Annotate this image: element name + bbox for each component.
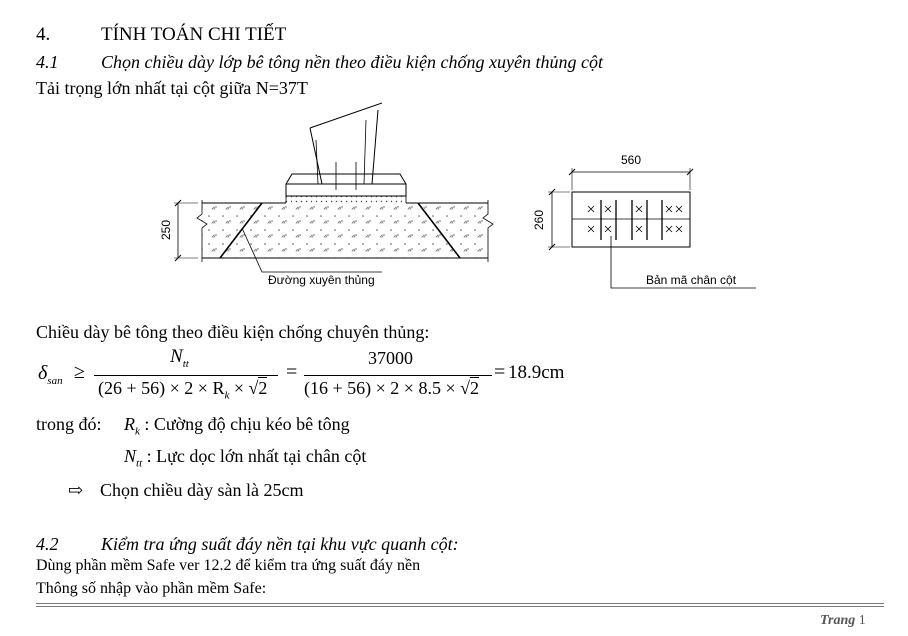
- fraction2-bar: [304, 375, 492, 376]
- section-4-1-number: 4.1: [36, 52, 59, 72]
- choose-text: Chọn chiều dày sàn là 25cm: [100, 480, 304, 500]
- dim-250-label: 250: [159, 219, 173, 241]
- footer-page: Trang 1: [820, 613, 866, 628]
- plate-label: Bản mã chân cột: [646, 273, 737, 287]
- section-4-title: TÍNH TOÁN CHI TIẾT: [101, 24, 287, 45]
- fraction1-bar: [94, 375, 278, 376]
- delta-symbol: $\delta_{san}$: [38, 362, 63, 387]
- section-4-2-number: 4.2: [36, 534, 59, 554]
- equals-2: =: [494, 361, 506, 383]
- where-label: trong đó:: [36, 414, 102, 434]
- fraction1-denominator: $(26 + 56) \times 2 \times R_k \times √2$: [98, 378, 268, 402]
- punch-line-label: Đường xuyên thủng: [268, 273, 375, 287]
- section-4-2-title: Kiểm tra ứng suất đáy nền tại khu vực quanh cột:: [101, 534, 459, 554]
- section-4-1-title: Chọn chiều dày lớp bê tông nền theo điều kiện chống xuyên thủng cột: [101, 52, 603, 72]
- base-plate-plan: [532, 153, 756, 288]
- safe-params-line: Thông số nhập vào phần mềm Safe:: [36, 580, 267, 597]
- equals-1: =: [286, 361, 298, 383]
- ntt-line: $N_{tt}$ : Lực dọc lớn nhất tại chân cột: [124, 446, 367, 470]
- load-line: Tải trọng lớn nhất tại cột giữa N=37T: [36, 78, 308, 98]
- rk-line: $R_k$ : Cường độ chịu kéo bê tông: [124, 414, 350, 438]
- fraction1-numerator: $N_{tt}$: [170, 346, 189, 370]
- fraction2-denominator: (16 + 56) × 2 × 8.5 × √2: [304, 378, 479, 398]
- dim-560-label: 560: [620, 153, 642, 167]
- safe-line: Dùng phần mềm Safe ver 12.2 để kiểm tra ứng suất đáy nền: [36, 557, 421, 574]
- formula-result: 18.9cm: [508, 362, 565, 383]
- foundation-figure: [150, 100, 770, 300]
- choose-arrow: ⇨: [68, 480, 84, 500]
- geq-sign: ≥: [74, 361, 85, 383]
- section-4-number: 4.: [36, 24, 51, 45]
- thickness-line: Chiều dày bê tông theo điều kiện chống chuyên thủng:: [36, 322, 430, 342]
- fraction2-numerator: 37000: [368, 348, 413, 368]
- dim-260-label: 260: [532, 209, 546, 231]
- formula: [36, 346, 596, 406]
- footer-rule: [36, 603, 884, 604]
- footer-rule-2: [36, 606, 884, 607]
- section-view: [159, 103, 493, 287]
